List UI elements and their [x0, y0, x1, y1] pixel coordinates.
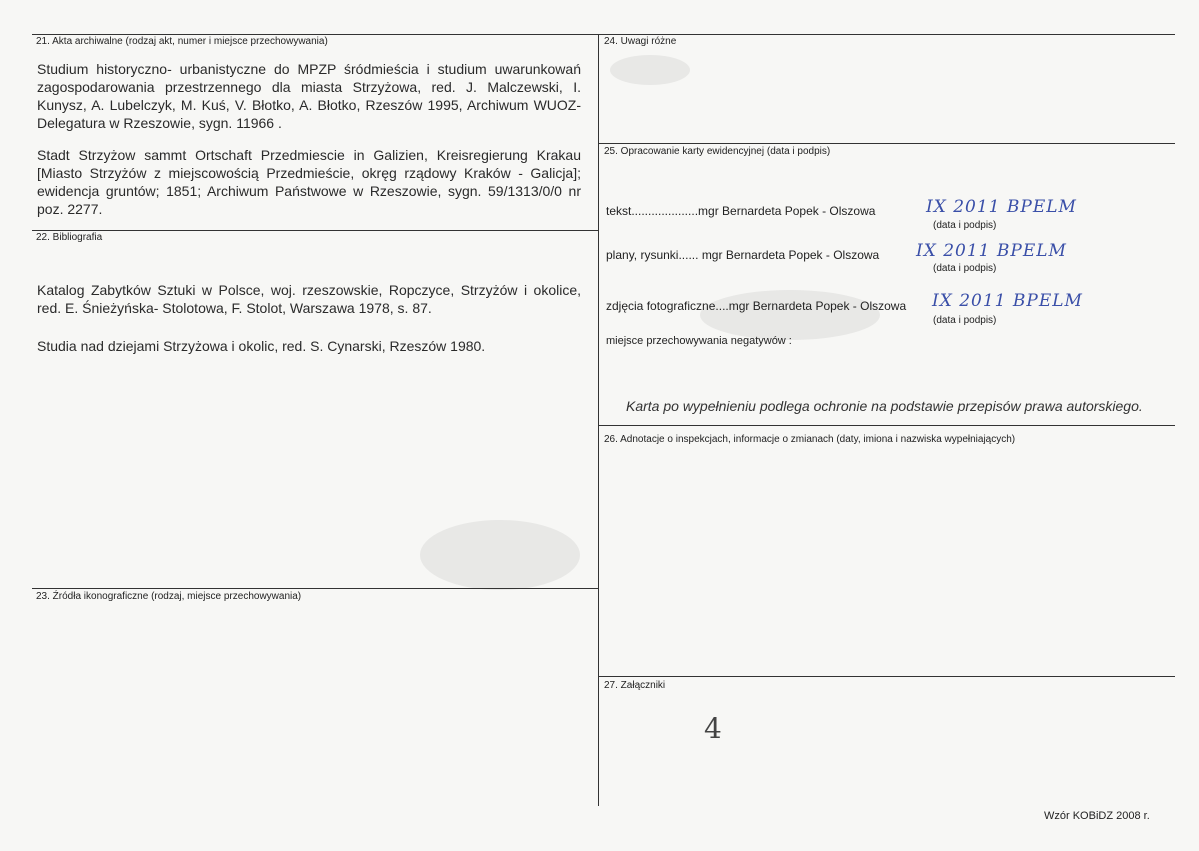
divider-22-23 [32, 588, 598, 589]
bibliography-entry: Studia nad dziejami Strzyżowa i okolic, red. S. Cynarski, Rzeszów 1980. [37, 338, 486, 354]
smudge [610, 55, 690, 85]
archive-entry: Studium historyczno- urbanistyczne do MPZP śródmieścia i studium uwarunkowań zagospodarowania przestrzennego dla miasta Strzyżowa, red. J. Malczewski, I. Kunysz, A. Lubelczyk, M. Kuś, V. Błotko, A. Błotko, Rzeszów 1995, Archiwum WUOZ- Delegatura w Rzeszowie, sygn. 11966 . [37, 61, 581, 131]
drawings-author-line: plany, rysunki...... mgr Bernardeta Popek - Olszowa [606, 248, 880, 262]
photos-author-line: zdjęcia fotograficzne....mgr Bernardeta Popek - Olszowa [606, 299, 907, 313]
divider-25-26 [598, 425, 1175, 426]
negatives-storage-label: miejsce przechowywania negatywów : [606, 335, 792, 347]
handwritten-signature: IX 2011 BPELM [916, 241, 1067, 261]
handwritten-signature: IX 2011 BPELM [926, 197, 1077, 217]
center-divider [598, 34, 599, 806]
form-template-footer: Wzór KOBiDZ 2008 r. [1044, 810, 1150, 822]
date-signature-caption: (data i podpis) [933, 315, 997, 326]
section-21-content [37, 60, 581, 232]
smudge [420, 520, 580, 590]
copyright-notice: Karta po wypełnieniu podlega ochronie na podstawie przepisów prawa autorskiego. [626, 398, 1143, 414]
handwritten-signature: IX 2011 BPELM [932, 291, 1083, 311]
section-27-label: 27. Załączniki [604, 680, 666, 691]
divider-24-25 [598, 143, 1175, 144]
section-23-label: 23. Źródła ikonograficzne (rodzaj, miejsce przechowywania) [36, 591, 302, 602]
archive-entry: Stadt Strzyżow sammt Ortschaft Przedmiescie in Galizien, Kreisregierung Krakau [Miasto Strzyżów z miejscowością Przedmieście, okręg rządowy Kraków - Galicja]; ewidencja gruntów; 1851; Archiwum Państwowe w Rzeszowie, sygn. 59/1313/0/0 nr poz. 2277. [37, 147, 581, 217]
text-author-line: tekst....................mgr Bernardeta Popek - Olszowa [606, 204, 876, 218]
date-signature-caption: (data i podpis) [933, 220, 997, 231]
divider-26-27 [598, 676, 1175, 677]
handwritten-attachment-count: 4 [704, 712, 723, 745]
top-border [32, 34, 1175, 35]
section-25-label: 25. Opracowanie karty ewidencyjnej (data i podpis) [604, 146, 831, 157]
section-22-content [37, 281, 581, 369]
section-22-label: 22. Bibliografia [36, 232, 103, 243]
section-21-label: 21. Akta archiwalne (rodzaj akt, numer i miejsce przechowywania) [36, 36, 328, 47]
smudge [700, 290, 880, 340]
bibliography-entry: Katalog Zabytków Sztuki w Polsce, woj. rzeszowskie, Ropczyce, Strzyżów i okolice, red. E. Śnieżyńska- Stolotowa, F. Stolot, Warszawa 1978, s. 87. [37, 282, 581, 316]
date-signature-caption: (data i podpis) [933, 263, 997, 274]
section-26-label: 26. Adnotacje o inspekcjach, informacje o zmianach (daty, imiona i nazwiska wypełniających) [604, 434, 1016, 445]
section-24-label: 24. Uwagi różne [604, 36, 677, 47]
